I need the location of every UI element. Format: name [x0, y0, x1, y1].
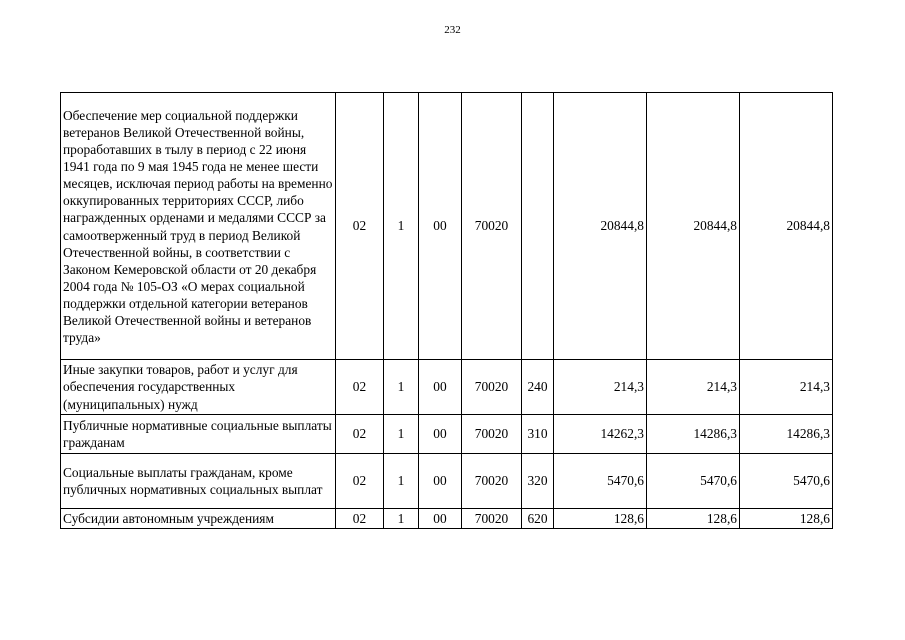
amount-year-2: 214,3 [647, 360, 740, 415]
row-name: Социальные выплаты гражданам, кроме публичных нормативных социальных выплат [61, 454, 336, 509]
code-expense-type [522, 93, 554, 360]
amount-year-2: 14286,3 [647, 415, 740, 454]
code-section: 02 [336, 93, 384, 360]
code-target-article: 70020 [462, 415, 522, 454]
row-name: Иные закупки товаров, работ и услуг для обеспечения государственных (муниципальных) нужд [61, 360, 336, 415]
row-name: Обеспечение мер социальной поддержки ветеранов Великой Отечественной войны, проработавших в тылу в период с 22 июня 1941 года по 9 мая 1945 года не менее шести месяцев, исключая период работы на временно оккупированных территориях СССР, либо награжденных орденами и медалями СССР за самоотверженный труд в период Великой Отечественной войны, в соответствии с Законом Кемеровской области от 20 декабря 2004 года № 105-ОЗ «О мерах социальной поддержки отдельной категории ветеранов Великой Отечественной войны и ветеранов труда» [61, 93, 336, 360]
table-row [61, 93, 833, 360]
code-subsection: 1 [384, 454, 419, 509]
code-target-article: 70020 [462, 454, 522, 509]
amount-year-1: 14262,3 [554, 415, 647, 454]
amount-year-3: 5470,6 [740, 454, 833, 509]
amount-year-1: 20844,8 [554, 93, 647, 360]
code-expense-type: 310 [522, 415, 554, 454]
code-expense-type: 240 [522, 360, 554, 415]
code-subsection: 1 [384, 93, 419, 360]
amount-year-2: 128,6 [647, 509, 740, 529]
amount-year-3: 214,3 [740, 360, 833, 415]
page-number: 232 [444, 24, 461, 36]
amount-year-2: 5470,6 [647, 454, 740, 509]
code-expense-type: 320 [522, 454, 554, 509]
amount-year-2: 20844,8 [647, 93, 740, 360]
code-target-article: 70020 [462, 93, 522, 360]
code-section: 02 [336, 509, 384, 529]
code-subsection: 1 [384, 509, 419, 529]
code-section: 02 [336, 360, 384, 415]
code-target-article: 70020 [462, 509, 522, 529]
code-expense-type: 620 [522, 509, 554, 529]
amount-year-3: 128,6 [740, 509, 833, 529]
code-program: 00 [419, 93, 462, 360]
amount-year-1: 214,3 [554, 360, 647, 415]
row-name: Публичные нормативные социальные выплаты гражданам [61, 415, 336, 454]
code-program: 00 [419, 360, 462, 415]
code-subsection: 1 [384, 360, 419, 415]
amount-year-3: 20844,8 [740, 93, 833, 360]
code-section: 02 [336, 454, 384, 509]
budget-table [60, 92, 833, 529]
code-target-article: 70020 [462, 360, 522, 415]
table-row [61, 415, 833, 454]
amount-year-3: 14286,3 [740, 415, 833, 454]
code-program: 00 [419, 509, 462, 529]
table-row [61, 360, 833, 415]
table-row [61, 454, 833, 509]
amount-year-1: 128,6 [554, 509, 647, 529]
amount-year-1: 5470,6 [554, 454, 647, 509]
code-program: 00 [419, 454, 462, 509]
code-section: 02 [336, 415, 384, 454]
code-program: 00 [419, 415, 462, 454]
code-subsection: 1 [384, 415, 419, 454]
row-name: Субсидии автономным учреждениям [61, 509, 336, 529]
table-row [61, 509, 833, 529]
